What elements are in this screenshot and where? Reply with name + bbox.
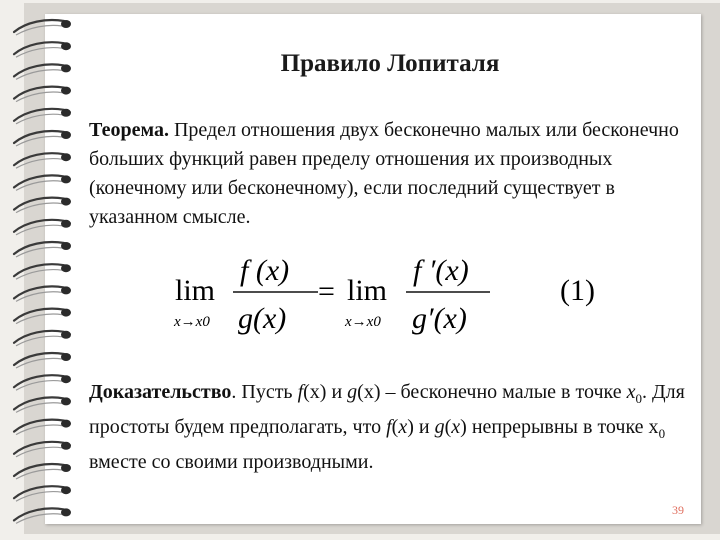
- spiral-ring: [14, 464, 71, 479]
- proof-part: ) и: [407, 416, 435, 438]
- equation-number: (1): [560, 274, 595, 307]
- spiral-ring: [14, 397, 71, 412]
- spiral-ring: [14, 442, 71, 457]
- proof-text: [89, 378, 699, 477]
- proof-label: Доказательство: [89, 381, 232, 403]
- spiral-ring: [14, 486, 71, 501]
- proof-var: f: [297, 381, 304, 403]
- fraction-right-numerator: f ′(x): [413, 254, 469, 287]
- theorem-text: [89, 116, 689, 232]
- lim-left-subscript: x→x0: [174, 314, 210, 330]
- proof-part: вместе со своими производными.: [89, 451, 374, 473]
- proof-var: x: [626, 381, 636, 403]
- proof-subscript: 0: [635, 391, 642, 406]
- proof-var: f: [386, 416, 392, 438]
- equals-sign: =: [318, 275, 335, 308]
- spiral-ring: [14, 242, 71, 257]
- theorem-label: Теорема.: [89, 119, 169, 141]
- spiral-ring: [14, 175, 71, 190]
- spiral-ring: [14, 153, 71, 168]
- spiral-ring: [14, 353, 71, 368]
- spiral-ring: [14, 220, 71, 235]
- spiral-ring: [14, 198, 71, 213]
- proof-var: x: [451, 416, 461, 438]
- slide-number: 39: [672, 503, 684, 517]
- proof-var: g: [434, 416, 445, 438]
- spiral-ring: [14, 20, 71, 35]
- spiral-ring: [14, 375, 71, 390]
- spiral-ring: [14, 131, 71, 146]
- spiral-ring: [14, 109, 71, 124]
- proof-subscript: 0: [658, 426, 666, 441]
- lim-left: lim: [175, 274, 216, 307]
- spiral-ring: [14, 508, 71, 523]
- spiral-ring: [14, 420, 71, 435]
- proof-part: (x) и: [303, 381, 348, 403]
- proof-part: (: [391, 416, 399, 438]
- spiral-ring: [14, 286, 71, 301]
- spiral-ring: [14, 264, 71, 279]
- lhopital-formula: [170, 248, 610, 348]
- spiral-binding: [0, 0, 90, 540]
- slide-title: Правило Лопиталя: [280, 50, 500, 77]
- proof-part: . Пусть: [231, 381, 298, 403]
- fraction-left-denominator: g(x): [238, 302, 287, 335]
- proof-part: ) непрерывны в точке x: [460, 416, 659, 438]
- proof-var: x: [398, 416, 408, 438]
- proof-var: g: [347, 381, 358, 403]
- proof-part: (x) – бесконечно малые в точке: [357, 381, 627, 403]
- spiral-ring: [14, 331, 71, 346]
- lim-right-subscript: x→x0: [345, 314, 381, 330]
- spiral-ring: [14, 309, 71, 324]
- proof-part: (: [444, 416, 452, 438]
- spiral-ring: [14, 87, 71, 102]
- fraction-right-denominator: g′(x): [412, 302, 467, 335]
- lim-right: lim: [347, 274, 388, 307]
- fraction-left-numerator: f (x): [240, 254, 290, 287]
- theorem-body: Предел отношения двух бесконечно малых или бесконечно больших функций равен пределу отношения их производных (конечному или бесконечному), если последний существует в указанном смысле.: [89, 119, 679, 228]
- proof-part: . Для простоты будем предполагать, что: [89, 381, 685, 438]
